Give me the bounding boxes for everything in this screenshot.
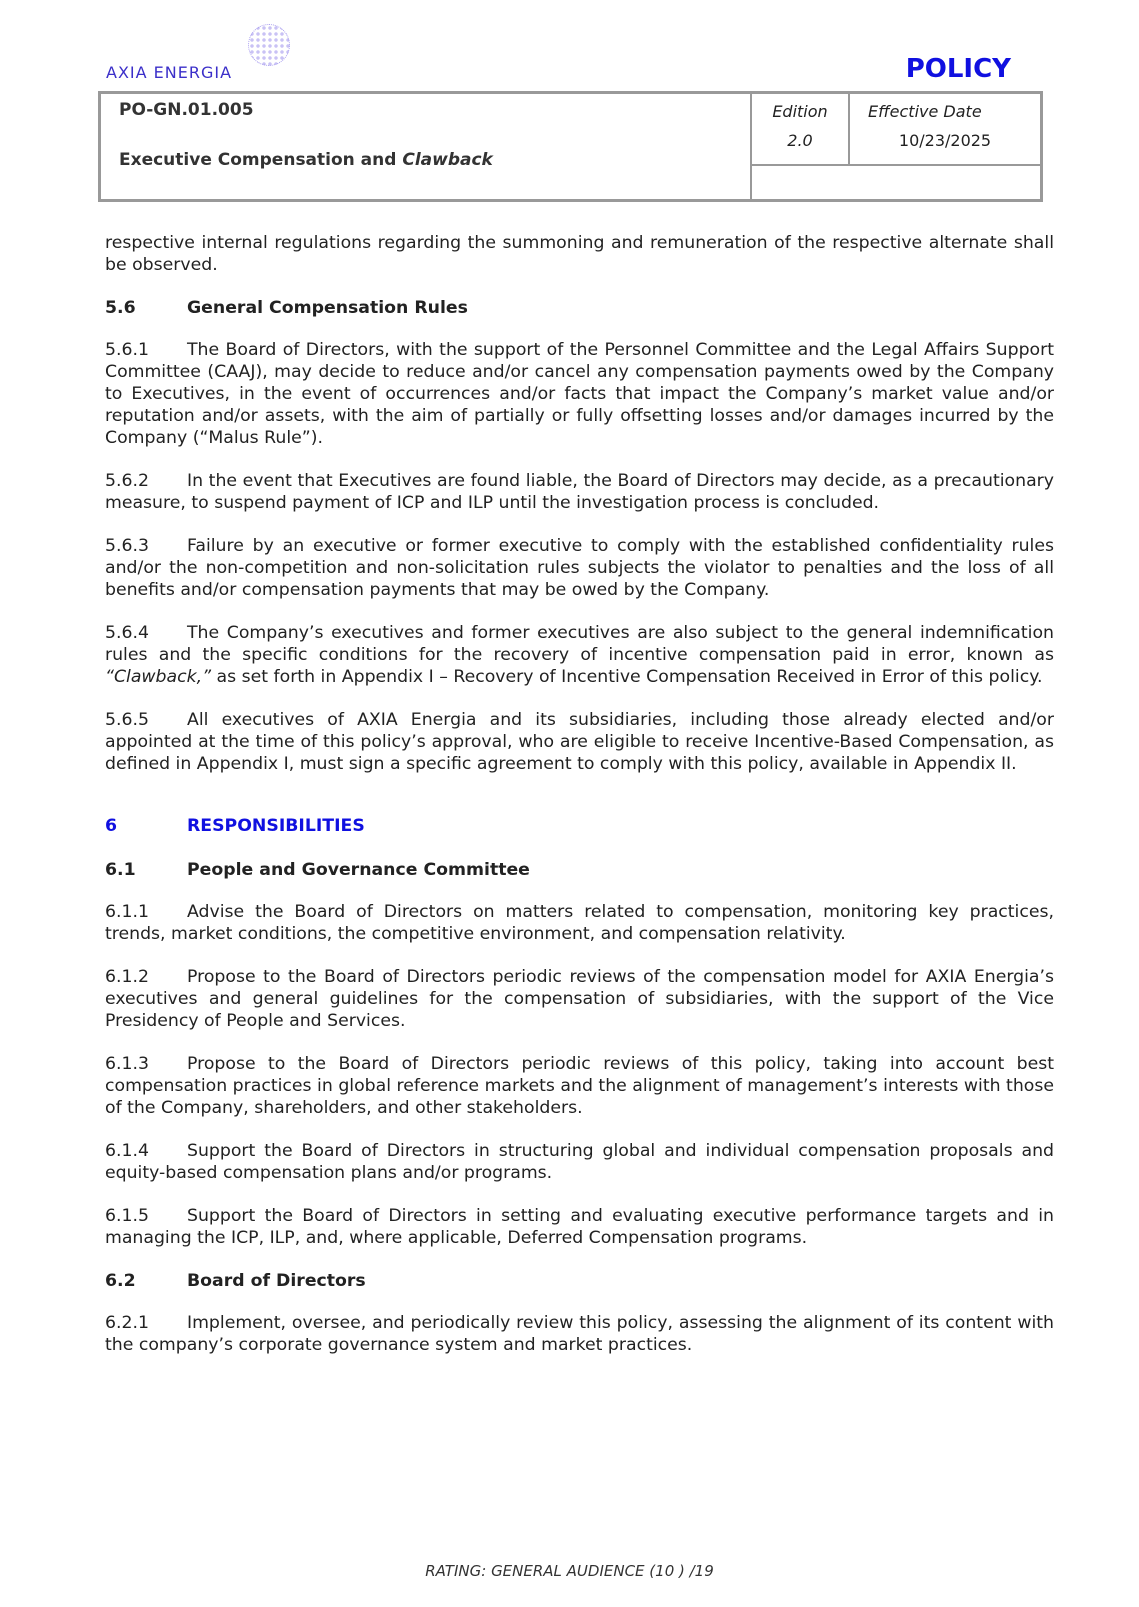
clause-text: The Board of Directors, with the support of the Personnel Committee and the Legal Affairs Support Committee (CAAJ), may decide to reduce and/or cancel any compensation payments owed by the Company to Executives, in the event of occurrences and/or facts that impact the Company’s market value and/or reputation and/or assets, with the aim of partially or fully offsetting losses and/or damages incurred by the Company (“Malus Rule”).	[105, 340, 1054, 448]
paragraph-5-6-1	[105, 339, 1054, 449]
edition-value: 2.0	[787, 131, 813, 150]
section-heading-6-2	[105, 1270, 1054, 1292]
document-title	[119, 150, 732, 170]
clause-text: Failure by an executive or former executive to comply with the established confidentiality rules and/or the non-competition and non-solicitation rules subjects the violator to penalties and the loss of all benefits and/or compensation payments that may be owed by the Company.	[105, 536, 1054, 600]
paragraph-6-1-1	[105, 901, 1054, 945]
clause-text: Propose to the Board of Directors periodic reviews of this policy, taking into account best compensation practices in global reference markets and the alignment of management’s interests with those of the Company, shareholders, and other stakeholders.	[105, 1054, 1054, 1118]
clause-number: 6.1.2	[105, 967, 149, 987]
logo-globe-icon	[248, 24, 290, 66]
document-body	[105, 232, 1054, 1377]
section-heading-6-1	[105, 859, 1054, 881]
section-heading-5-6	[105, 297, 1054, 319]
paragraph-6-1-2	[105, 966, 1054, 1032]
clause-text-italic: “Clawback,”	[105, 667, 212, 687]
section-title: RESPONSIBILITIES	[187, 816, 365, 836]
section-heading-6	[105, 815, 1054, 837]
title-italic: Clawback	[402, 150, 493, 170]
paragraph-6-1-4	[105, 1140, 1054, 1184]
paragraph-5-6-3	[105, 535, 1054, 601]
edition-cell	[751, 93, 849, 165]
section-title: Board of Directors	[187, 1271, 366, 1291]
clause-number: 5.6.1	[105, 340, 149, 360]
page-footer: RATING: GENERAL AUDIENCE (10 ) /19	[425, 1562, 714, 1580]
clause-number: 5.6.5	[105, 710, 149, 730]
clause-number: 6.1.1	[105, 902, 149, 922]
section-number: 6	[105, 816, 118, 836]
paragraph-6-2-1	[105, 1312, 1054, 1356]
logo-text: AXIA ENERGIA	[106, 63, 233, 82]
document-code: PO-GN.01.005	[119, 100, 254, 120]
company-logo	[106, 22, 296, 82]
paragraph-6-1-5	[105, 1205, 1054, 1249]
paragraph: respective internal regulations regarding the summoning and remuneration of the respective alternate shall be observed.	[105, 233, 1054, 275]
clause-text: Support the Board of Directors in structuring global and individual compensation proposals and equity-based compensation plans and/or programs.	[105, 1141, 1054, 1183]
section-number: 6.2	[105, 1271, 136, 1291]
clause-text: Implement, oversee, and periodically review this policy, assessing the alignment of its content with the company’s corporate governance system and market practices.	[105, 1313, 1054, 1355]
clause-number: 5.6.2	[105, 471, 149, 491]
clause-number: 6.2.1	[105, 1313, 149, 1333]
section-title: People and Governance Committee	[187, 860, 530, 880]
paragraph-5-6-4	[105, 622, 1054, 688]
clause-text: In the event that Executives are found liable, the Board of Directors may decide, as a precautionary measure, to suspend payment of ICP and ILP until the investigation process is concluded.	[105, 471, 1054, 513]
clause-number: 5.6.4	[105, 623, 149, 643]
paragraph-5-6-2	[105, 470, 1054, 514]
title-plain: Executive Compensation and	[119, 150, 403, 170]
effective-date-cell	[849, 93, 1042, 165]
clause-number: 6.1.4	[105, 1141, 149, 1161]
document-type: POLICY	[905, 54, 1011, 84]
clause-text: All executives of AXIA Energia and its subsidiaries, including those already elected and/or appointed at the time of this policy’s approval, who are eligible to receive Incentive-Based Compensation, as defined in Appendix I, must sign a specific agreement to comply with this policy, available in Appendix II.	[105, 710, 1054, 774]
section-number: 6.1	[105, 860, 136, 880]
clause-text: as set forth in Appendix I – Recovery of Incentive Compensation Received in Error of this policy.	[211, 667, 1043, 687]
clause-number: 6.1.3	[105, 1054, 149, 1074]
section-title: General Compensation Rules	[187, 298, 468, 318]
paragraph-5-6-5	[105, 709, 1054, 775]
effective-date-value: 10/23/2025	[898, 131, 992, 150]
empty-cell	[751, 165, 1042, 201]
clause-text: Support the Board of Directors in setting and evaluating executive performance targets and in managing the ICP, ILP, and, where applicable, Deferred Compensation programs.	[105, 1206, 1054, 1248]
document-id-cell	[100, 93, 752, 201]
clause-number: 6.1.5	[105, 1206, 149, 1226]
clause-number: 5.6.3	[105, 536, 149, 556]
edition-label: Edition	[772, 102, 828, 121]
clause-text: Propose to the Board of Directors periodic reviews of the compensation model for AXIA Energia’s executives and general guidelines for the compensation of subsidiaries, with the support of the Vice Presidency of People and Services.	[105, 967, 1054, 1031]
paragraph-6-1-3	[105, 1053, 1054, 1119]
clause-text: The Company’s executives and former executives are also subject to the general indemnification rules and the specific conditions for the recovery of incentive compensation paid in error, known as	[105, 623, 1054, 665]
section-number: 5.6	[105, 298, 136, 318]
effective-date-label: Effective Date	[868, 102, 982, 121]
clause-text: Advise the Board of Directors on matters related to compensation, monitoring key practices, trends, market conditions, the competitive environment, and compensation relativity.	[105, 902, 1054, 944]
header-table	[98, 91, 1043, 202]
